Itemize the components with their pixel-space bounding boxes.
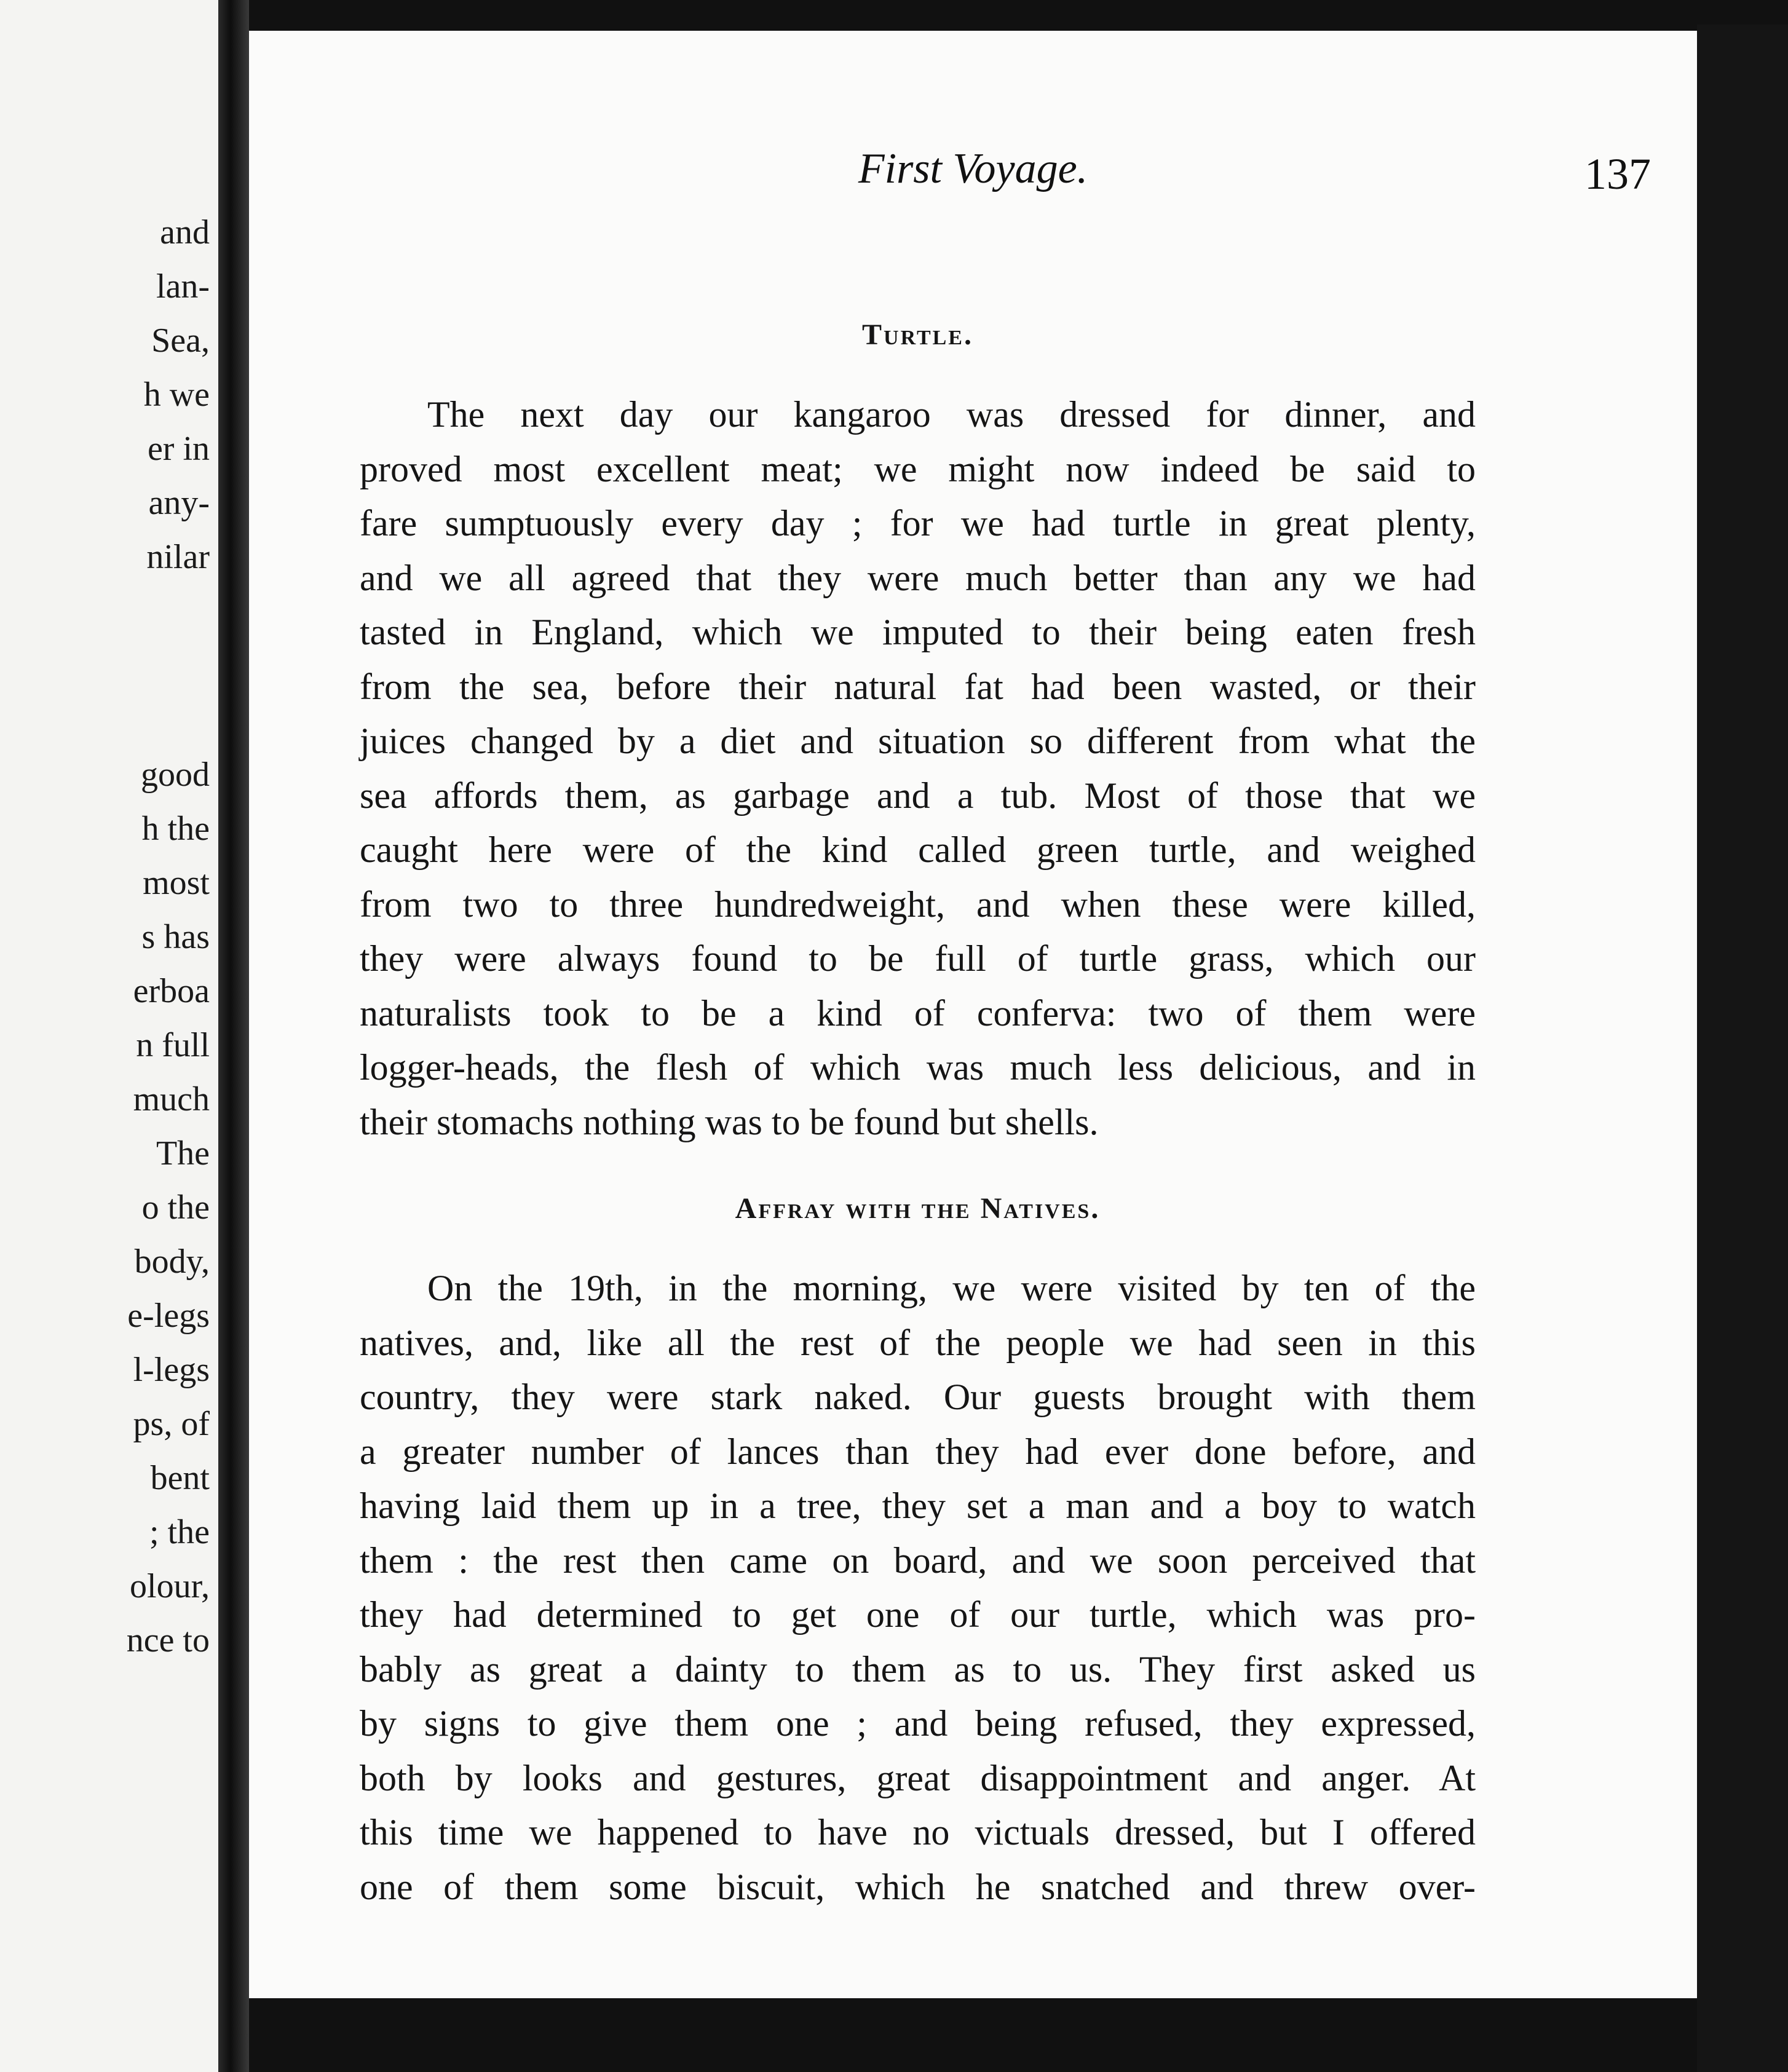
page-number: 137 [1584, 149, 1651, 199]
left-page-fragment: and [160, 213, 210, 251]
left-page-fragment: h the [141, 810, 210, 848]
section-heading-affray: Affray with the Natives. [735, 1192, 1101, 1225]
text-line: sea affords them, as garbage and a tub. Most of those that we [360, 775, 1476, 816]
text-line: having laid them up in a tree, they set a man and a boy to watch [360, 1485, 1476, 1526]
left-page-fragment: l-legs [133, 1351, 210, 1389]
section-heading-turtle: Turtle. [862, 318, 973, 351]
left-page-fragment: body, [134, 1243, 210, 1281]
text-line: a greater number of lances than they had ever done before, and [360, 1431, 1476, 1472]
left-page-fragment: good [141, 756, 210, 794]
left-page-fragment: Sea, [151, 322, 210, 360]
left-page-fragment: any- [148, 484, 210, 522]
text-line: juices changed by a diet and situation so different from what the [360, 721, 1476, 761]
text-line: fare sumptuously every day ; for we had turtle in great plenty, [360, 503, 1476, 544]
text-line: tasted in England, which we imputed to their being eaten fresh [360, 612, 1476, 652]
text-block [360, 307, 1476, 1914]
left-page [0, 0, 218, 2072]
text-line: logger-heads, the flesh of which was much less delicious, and in [360, 1047, 1476, 1088]
left-page-fragment: lan- [156, 267, 210, 306]
left-page-fragment: n full [136, 1026, 210, 1064]
text-line: by signs to give them one ; and being refused, they expressed, [360, 1703, 1476, 1744]
right-page [249, 31, 1697, 1998]
page-edge [1697, 25, 1788, 2072]
text-line: caught here were of the kind called green turtle, and weighed [360, 829, 1476, 870]
running-title: First Voyage. [858, 145, 1088, 192]
text-line: naturalists took to be a kind of conferva: two of them were [360, 992, 1476, 1034]
left-page-fragment: most [143, 864, 210, 902]
left-page-fragment: ps, of [133, 1405, 210, 1443]
left-page-fragment: ; the [149, 1513, 210, 1551]
left-page-fragment: o the [141, 1188, 210, 1227]
text-line: their stomachs nothing was to be found but shells. [360, 1101, 1099, 1142]
left-page-fragment: er in [147, 430, 210, 468]
left-page-fragment: nilar [146, 538, 210, 576]
left-page-fragment: h we [143, 376, 210, 414]
text-line: from the sea, before their natural fat had been wasted, or their [360, 666, 1476, 707]
left-page-fragment: erboa [133, 972, 210, 1010]
text-line: one of them some biscuit, which he snatched and threw over- [360, 1866, 1476, 1907]
text-line: and we all agreed that they were much better than any we had [360, 557, 1476, 598]
text-line: they were always found to be full of turtle grass, which our [360, 938, 1476, 979]
paragraph-affray [360, 1261, 1476, 1914]
left-page-fragment: olour, [130, 1567, 210, 1605]
left-page-fragment: bent [150, 1459, 210, 1497]
left-page-fragment: nce to [126, 1621, 210, 1659]
left-page-fragment: The [156, 1134, 210, 1172]
text-line: this time we happened to have no victuals dressed, but I offered [360, 1812, 1476, 1853]
text-line: bably as great a dainty to them as to us. They first asked us [360, 1648, 1476, 1690]
text-line: they had determined to get one of our turtle, which was pro- [360, 1594, 1476, 1635]
text-line: proved most excellent meat; we might now indeed be said to [360, 448, 1476, 489]
left-page-fragment: e-legs [127, 1297, 210, 1335]
text-line: both by looks and gestures, great disappointment and anger. At [360, 1757, 1476, 1798]
text-line: them : the rest then came on board, and we soon perceived that [360, 1540, 1476, 1581]
text-line: natives, and, like all the rest of the people we had seen in this [360, 1322, 1476, 1363]
text-line: The next day our kangaroo was dressed for dinner, and [427, 394, 1476, 435]
left-page-fragment: much [133, 1080, 210, 1118]
text-line: On the 19th, in the morning, we were visited by ten of the [427, 1268, 1476, 1308]
text-line: from two to three hundredweight, and when these were killed, [360, 884, 1476, 925]
paragraph-turtle [360, 387, 1476, 1149]
text-line: country, they were stark naked. Our guests brought with them [360, 1377, 1476, 1417]
left-page-fragment: s has [141, 918, 210, 956]
book-gutter [218, 0, 249, 2072]
